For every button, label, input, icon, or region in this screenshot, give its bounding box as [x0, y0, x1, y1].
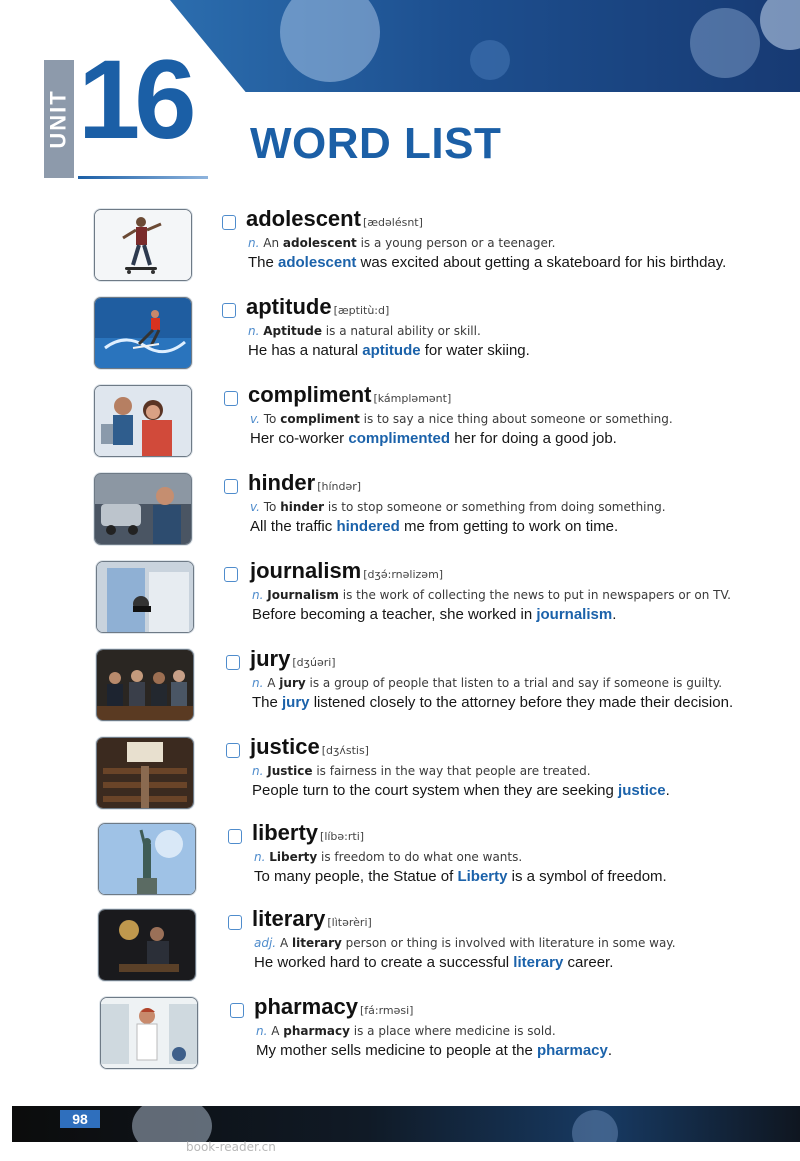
- definition-text: is fairness in the way that people are treated.: [312, 764, 591, 778]
- headword: literary: [252, 906, 326, 931]
- word-entry: [0, 382, 800, 468]
- example-text: is a symbol of freedom.: [507, 868, 667, 885]
- pharmacist-image: [100, 997, 198, 1069]
- example-text: All the traffic: [250, 518, 337, 535]
- water-skier-image: [94, 297, 192, 369]
- definition: [252, 588, 731, 602]
- word-entry: [0, 994, 800, 1080]
- definition-keyword: jury: [279, 676, 306, 690]
- skateboarder-image: [94, 209, 192, 281]
- banner-light: [760, 0, 800, 50]
- example-sentence: [250, 518, 618, 535]
- definition: [248, 236, 556, 250]
- definition-keyword: Aptitude: [263, 324, 322, 338]
- example-sentence: [254, 954, 613, 971]
- pronunciation: [dʒʌ́stis]: [321, 744, 369, 757]
- example-keyword: hindered: [336, 518, 400, 535]
- example-sentence: [256, 1042, 612, 1059]
- pronunciation: [híndər]: [317, 480, 362, 493]
- header-banner: [170, 0, 800, 92]
- checkbox[interactable]: [226, 655, 240, 670]
- definition: [250, 500, 666, 514]
- banner-light: [470, 40, 510, 80]
- definition: [252, 764, 591, 778]
- example-sentence: [248, 342, 530, 359]
- word-entry: [0, 820, 800, 906]
- definition-text: is a group of people that listen to a trial and say if someone is guilty.: [305, 676, 723, 690]
- pronunciation: [kámpləmənt]: [373, 392, 452, 405]
- definition-keyword: adolescent: [282, 236, 357, 250]
- word-entry: [0, 558, 800, 644]
- word-heading: [254, 994, 413, 1020]
- example-text: To many people, the Statue of: [254, 868, 458, 885]
- example-keyword: literary: [513, 954, 564, 971]
- part-of-speech: n.: [248, 236, 260, 250]
- headword: aptitude: [246, 294, 332, 319]
- example-text: The: [248, 254, 279, 271]
- pronunciation: [dʒúəri]: [292, 656, 336, 669]
- definition-text: is a place where medicine is sold.: [349, 1024, 556, 1038]
- checkbox[interactable]: [224, 391, 238, 406]
- word-heading: [248, 382, 451, 408]
- page-number: 98: [60, 1110, 100, 1128]
- part-of-speech: adj.: [254, 936, 277, 950]
- unit-label: UNIT: [46, 89, 72, 149]
- example-text: for water skiing.: [420, 342, 530, 359]
- word-heading: [252, 820, 364, 846]
- example-text: career.: [563, 954, 614, 971]
- example-keyword: complimented: [348, 430, 451, 447]
- headword: adolescent: [246, 206, 361, 231]
- word-entry: [0, 206, 800, 292]
- checkbox[interactable]: [226, 743, 240, 758]
- checkbox[interactable]: [224, 479, 238, 494]
- example-keyword: pharmacy: [536, 1042, 608, 1059]
- definition: [250, 412, 673, 426]
- checkbox[interactable]: [222, 215, 236, 230]
- part-of-speech: v.: [250, 412, 260, 426]
- example-keyword: adolescent: [278, 254, 357, 271]
- example-sentence: [252, 694, 733, 711]
- example-text: My mother sells medicine to people at the: [256, 1042, 537, 1059]
- part-of-speech: n.: [254, 850, 266, 864]
- pronunciation: [dʒə́:rnəlizəm]: [363, 568, 444, 581]
- headword: journalism: [250, 558, 362, 583]
- example-keyword: justice: [618, 782, 666, 799]
- definition-text: is a natural ability or skill.: [321, 324, 481, 338]
- example-keyword: journalism: [536, 606, 613, 623]
- definition-keyword: Journalism: [267, 588, 339, 602]
- definition-keyword: compliment: [280, 412, 360, 426]
- traffic-image: [94, 473, 192, 545]
- footer-light: [572, 1110, 618, 1142]
- coworkers-image: [94, 385, 192, 457]
- example-text: .: [607, 1042, 613, 1059]
- definition: [252, 676, 722, 690]
- word-entry: [0, 734, 800, 820]
- definition-text: An: [263, 236, 283, 250]
- example-keyword: Liberty: [457, 868, 508, 885]
- word-heading: [250, 558, 443, 584]
- part-of-speech: n.: [252, 588, 264, 602]
- example-text: her for doing a good job.: [450, 430, 617, 447]
- definition-text: is freedom to do what one wants.: [317, 850, 523, 864]
- example-sentence: [248, 254, 726, 271]
- example-keyword: jury: [282, 694, 310, 711]
- footer-light: [132, 1106, 212, 1142]
- word-entry: [0, 906, 800, 992]
- part-of-speech: n.: [252, 676, 264, 690]
- example-text: Her co-worker: [250, 430, 349, 447]
- headword: liberty: [252, 820, 319, 845]
- headword: justice: [250, 734, 320, 759]
- definition: [254, 850, 522, 864]
- example-sentence: [254, 868, 667, 885]
- definition-text: is a young person or a teenager.: [356, 236, 556, 250]
- word-entry: [0, 294, 800, 380]
- unit-underline: [78, 176, 208, 179]
- headword: hinder: [248, 470, 316, 495]
- word-entry: [0, 646, 800, 732]
- pronunciation: [ædəlésnt]: [362, 216, 423, 229]
- statue-of-liberty-image: [98, 823, 196, 895]
- checkbox[interactable]: [222, 303, 236, 318]
- headword: jury: [250, 646, 291, 671]
- definition-text: A: [267, 676, 280, 690]
- example-text: Before becoming a teacher, she worked in: [252, 606, 537, 623]
- definition-keyword: literary: [291, 936, 342, 950]
- part-of-speech: n.: [248, 324, 260, 338]
- pronunciation: [fá:rməsi]: [359, 1004, 414, 1017]
- part-of-speech: n.: [256, 1024, 268, 1038]
- checkbox[interactable]: [224, 567, 238, 582]
- courtroom-image: [96, 737, 194, 809]
- checkbox[interactable]: [230, 1003, 244, 1018]
- writer-image: [98, 909, 196, 981]
- word-heading: [250, 646, 336, 672]
- checkbox[interactable]: [228, 829, 242, 844]
- example-text: He worked hard to create a successful: [254, 954, 514, 971]
- banner-light: [690, 8, 760, 78]
- jury-image: [96, 649, 194, 721]
- definition-text: is the work of collecting the news to put in newspapers or on TV.: [338, 588, 731, 602]
- unit-number: 16: [78, 37, 191, 162]
- definition: [256, 1024, 556, 1038]
- headword: pharmacy: [254, 994, 358, 1019]
- pronunciation: [líbə:rti]: [320, 830, 365, 843]
- definition: [254, 936, 676, 950]
- part-of-speech: v.: [250, 500, 260, 514]
- definition-text: A: [279, 936, 292, 950]
- definition-keyword: Liberty: [269, 850, 318, 864]
- example-text: He has a natural: [248, 342, 363, 359]
- footer-bar: [12, 1106, 800, 1142]
- headword: compliment: [248, 382, 372, 407]
- checkbox[interactable]: [228, 915, 242, 930]
- definition-keyword: hinder: [280, 500, 325, 514]
- pronunciation: [lìtərèri]: [327, 916, 372, 929]
- definition-text: To: [263, 412, 281, 426]
- example-sentence: [252, 606, 616, 623]
- example-text: listened closely to the attorney before they made their decision.: [309, 694, 734, 711]
- word-heading: [246, 294, 389, 320]
- definition-text: is to say a nice thing about someone or something.: [359, 412, 673, 426]
- example-text: was excited about getting a skateboard for his birthday.: [356, 254, 727, 271]
- word-heading: [252, 906, 372, 932]
- example-text: me from getting to work on time.: [399, 518, 619, 535]
- definition: [248, 324, 481, 338]
- definition-keyword: pharmacy: [283, 1024, 350, 1038]
- unit-tab: [44, 60, 74, 178]
- word-entry: [0, 470, 800, 556]
- example-sentence: [250, 430, 617, 447]
- word-heading: [248, 470, 361, 496]
- page-title: WORD LIST: [250, 119, 502, 168]
- pronunciation: [æptitù:d]: [333, 304, 390, 317]
- example-text: .: [612, 606, 617, 623]
- part-of-speech: n.: [252, 764, 264, 778]
- definition-text: is to stop someone or something from doing something.: [324, 500, 666, 514]
- definition-keyword: Justice: [267, 764, 313, 778]
- example-sentence: [252, 782, 670, 799]
- reporter-image: [96, 561, 194, 633]
- example-keyword: aptitude: [362, 342, 421, 359]
- definition-text: To: [263, 500, 281, 514]
- word-heading: [250, 734, 369, 760]
- example-text: People turn to the court system when they are seeking: [252, 782, 619, 799]
- word-heading: [246, 206, 423, 232]
- example-text: .: [665, 782, 670, 799]
- definition-text: person or thing is involved with literature in some way.: [341, 936, 676, 950]
- example-text: The: [252, 694, 283, 711]
- definition-text: A: [271, 1024, 284, 1038]
- banner-light: [280, 0, 380, 82]
- watermark: book-reader.cn: [186, 1140, 276, 1154]
